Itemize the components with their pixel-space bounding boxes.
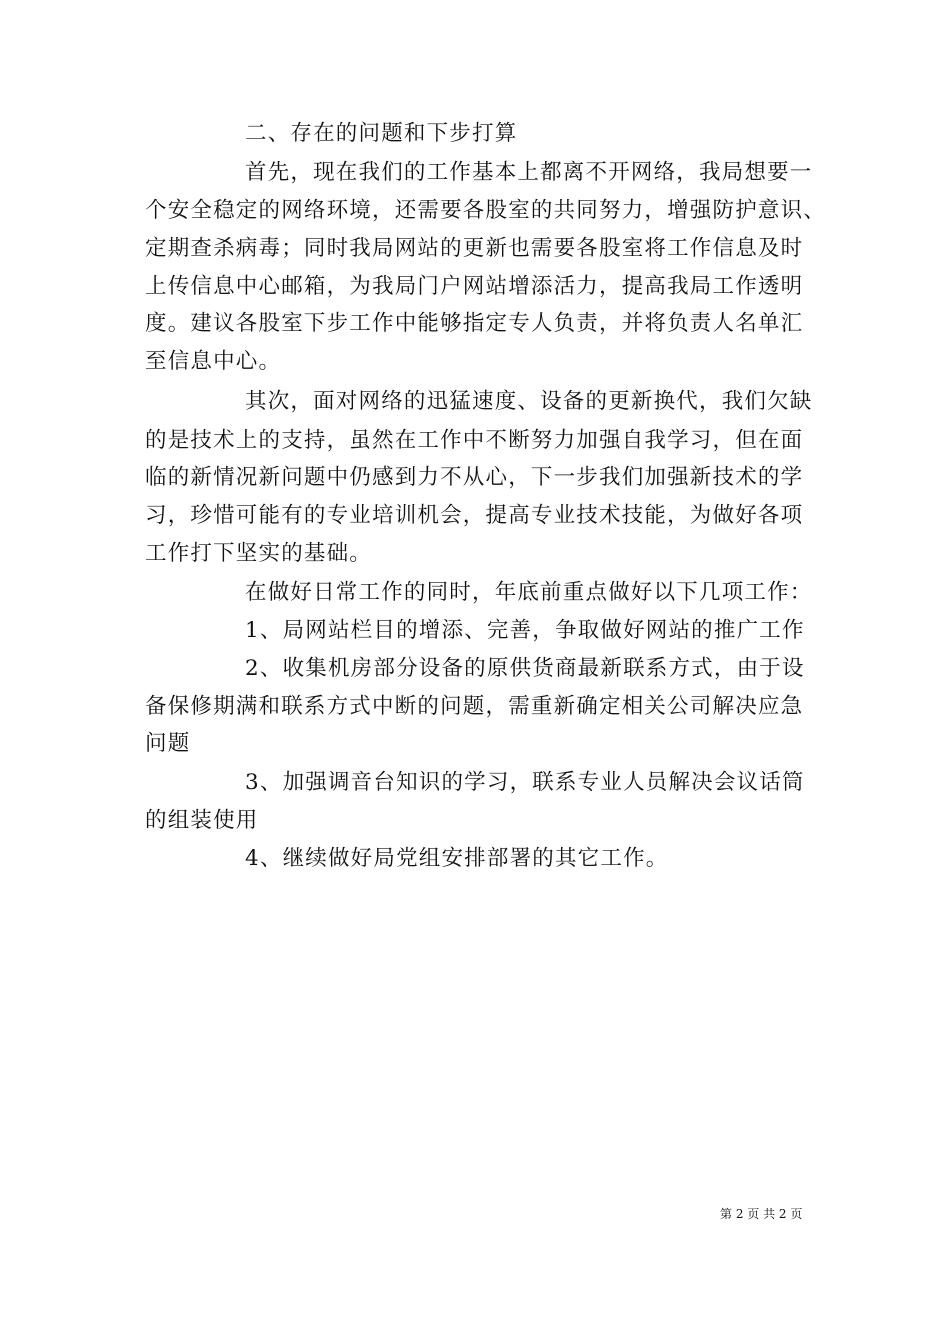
para2-line-1: 其次，面对网络的迅猛速度、设备的更新换代，我们欠缺 (245, 389, 813, 414)
para1-line-6: 至信息中心。 (145, 349, 282, 374)
task-item-2-line-2: 备保修期满和联系方式中断的问题，需重新确定相关公司解决应急 (145, 694, 804, 719)
task-item-1: 1、局网站栏目的增添、完善，争取做好网站的推广工作 (245, 618, 805, 643)
para1-line-3: 定期查杀病毒；同时我局网站的更新也需要各股室将工作信息及时 (145, 236, 804, 261)
task-item-2-line-1: 2、收集机房部分设备的原供货商最新联系方式，由于设 (245, 656, 805, 681)
task-item-4: 4、继续做好局党组安排部署的其它工作。 (245, 846, 669, 871)
task-item-3-line-2: 的组装使用 (145, 808, 259, 833)
para2-line-5: 工作打下坚实的基础。 (145, 541, 373, 566)
para1-line-4: 上传信息中心邮箱，为我局门户网站增添活力，提高我局工作透明 (145, 274, 804, 299)
para1-line-5: 度。建议各股室下步工作中能够指定专人负责，并将负责人名单汇 (145, 311, 804, 336)
para2-line-3: 临的新情况新问题中仍感到力不从心，下一步我们加强新技术的学 (145, 465, 804, 490)
section-heading: 二、存在的问题和下步打算 (245, 121, 518, 146)
para2-line-2: 的是技术上的支持，虽然在工作中不断努力加强自我学习，但在面 (145, 428, 804, 453)
para1-line-2: 个安全稳定的网络环境，还需要各股室的共同努力，增强防护意识、 (145, 198, 827, 223)
tasks-intro: 在做好日常工作的同时，年底前重点做好以下几项工作： (245, 580, 813, 605)
para2-line-4: 习，珍惜可能有的专业培训机会，提高专业技术技能，为做好各项 (145, 503, 804, 528)
para1-line-1: 首先，现在我们的工作基本上都离不开网络，我局想要一 (245, 160, 813, 185)
page-number-footer: 第 2 页 共 2 页 (720, 1207, 803, 1221)
task-item-3-line-1: 3、加强调音台知识的学习，联系专业人员解决会议话筒 (245, 770, 805, 795)
task-item-2-line-3: 问题 (145, 731, 191, 756)
